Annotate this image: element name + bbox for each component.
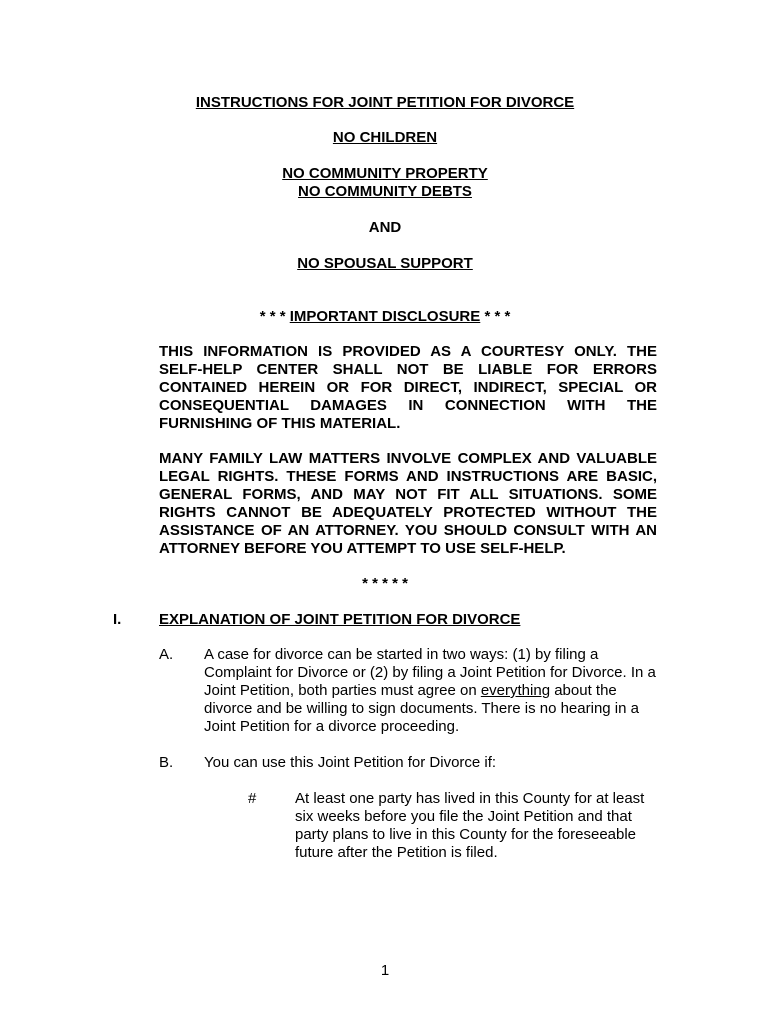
section-number: I. — [113, 611, 122, 628]
page-number: 1 — [380, 962, 390, 979]
heading-no-spousal-support: NO SPOUSAL SUPPORT — [297, 255, 473, 272]
disclosure-heading: * * * IMPORTANT DISCLOSURE * * * — [259, 308, 511, 325]
heading-no-community-debts: NO COMMUNITY DEBTS — [298, 183, 472, 200]
disclosure-paragraph-1: THIS INFORMATION IS PROVIDED AS A COURTESY ONLY. THE SELF-HELP CENTER SHALL NOT BE LIABLE FOR ERRORS CONTAINED HEREIN OR FOR DIRECT, INDIRECT, SPECIAL OR CONSEQUENTIAL DAMAGES IN CONNECTION WITH THE FURNISHING OF THIS MATERIAL. — [159, 343, 657, 432]
heading-no-children: NO CHILDREN — [332, 129, 438, 146]
item-b-letter: B. — [159, 754, 174, 771]
item-a-emphasis: everything — [480, 682, 551, 699]
heading-no-community-property: NO COMMUNITY PROPERTY — [282, 165, 488, 182]
disclosure-paragraph-2: MANY FAMILY LAW MATTERS INVOLVE COMPLEX AND VALUABLE LEGAL RIGHTS. THESE FORMS AND INSTRUCTIONS ARE BASIC, GENERAL FORMS, AND MAY NOT FIT ALL SITUATIONS. SOME RIGHTS CANNOT BE ADEQUATELY PROTECTED WITHOUT THE ASSISTANCE OF AN ATTORNEY. YOU SHOULD CONSULT WITH AN ATTORNEY BEFORE YOU ATTEMPT TO USE SELF-HELP. — [159, 450, 657, 557]
item-a-text: A case for divorce can be started in two ways: (1) by filing a Complaint for Divorce or (2) by filing a Joint Petition for Divorce. In a Joint Petition, both parties must agree on everything about the divorce and be willing to sign documents. There is no hearing in a Joint Petition for a divorce proceeding. — [204, 646, 656, 735]
separator-stars: * * * * * — [362, 575, 408, 592]
item-b-text: You can use this Joint Petition for Divorce if: — [204, 754, 497, 771]
section-title: EXPLANATION OF JOINT PETITION FOR DIVORCE — [159, 611, 521, 628]
heading-and: AND — [368, 219, 402, 236]
item-a-letter: A. — [159, 646, 174, 663]
bullet-marker: # — [248, 790, 257, 807]
bullet-text: At least one party has lived in this County for at least six weeks before you file the Joint Petition and that party plans to live in this County for the foreseeable future after the Petition is filed. — [295, 790, 645, 861]
heading-title: INSTRUCTIONS FOR JOINT PETITION FOR DIVORCE — [195, 94, 575, 111]
